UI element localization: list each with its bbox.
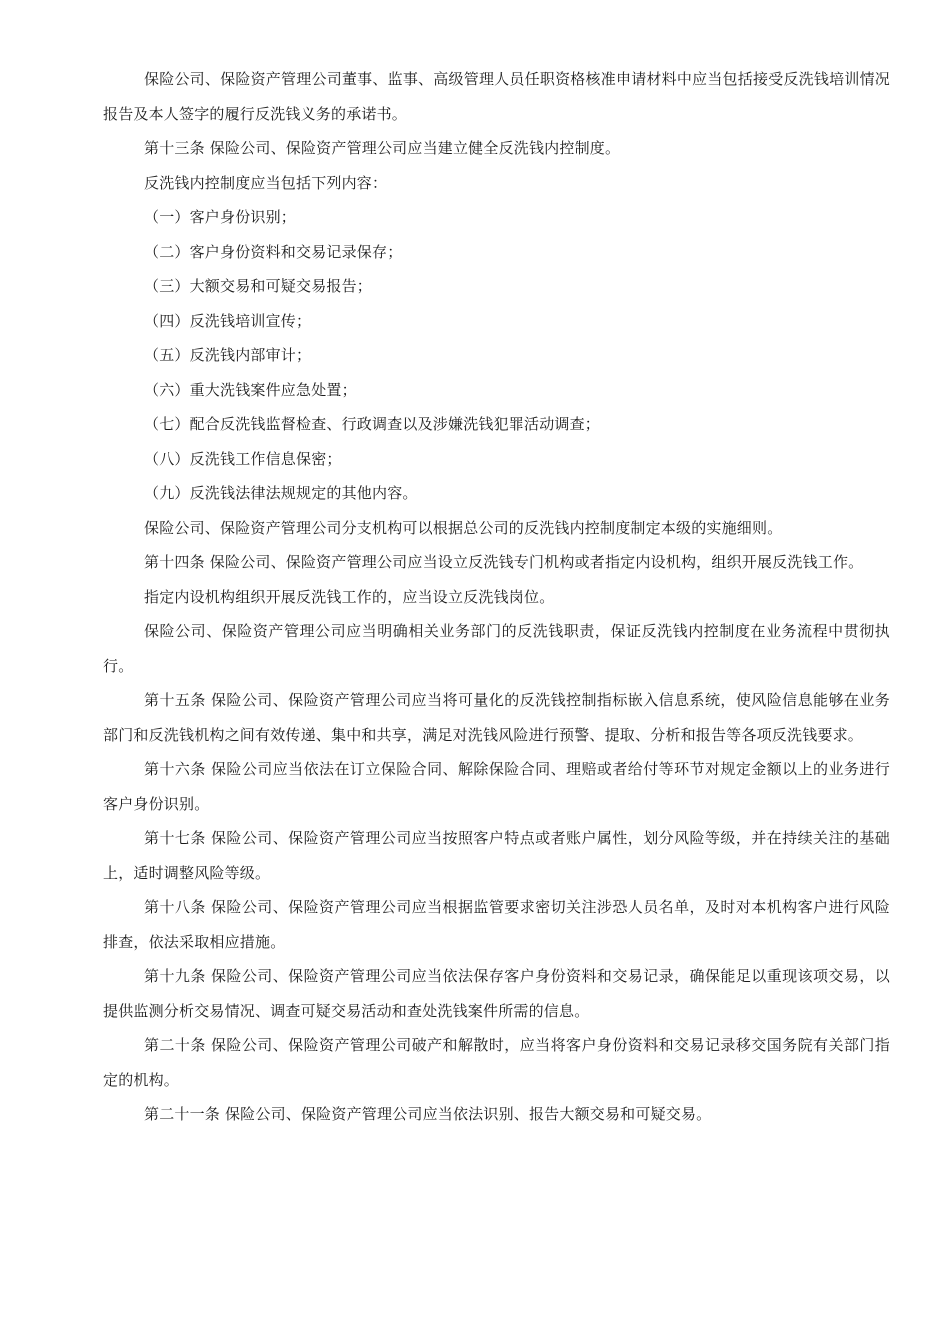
list-item: （一）客户身份识别；	[144, 208, 297, 226]
list-item: （八）反洗钱工作信息保密；	[144, 449, 342, 468]
article-18: 第十八条 保险公司、保险资产管理公司应当根据监管要求密切关注涉恐人员名单，及时对本机构客户进行风险排查，依法采取相应措施。	[103, 898, 890, 951]
article-15: 第十五条 保险公司、保险资产管理公司应当将可量化的反洗钱控制指标嵌入信息系统，使风险信息能够在业务部门和反洗钱机构之间有效传递、集中和共享，满足对洗钱风险进行预警、提取、分析和报告等各项反洗钱要求。	[103, 691, 890, 744]
paragraph: 指定内设机构组织开展反洗钱工作的，应当设立反洗钱岗位。	[144, 587, 555, 606]
list-item: （七）配合反洗钱监督检查、行政调查以及涉嫌洗钱犯罪活动调查；	[144, 415, 601, 433]
article-16: 第十六条 保险公司应当依法在订立保险合同、解除保险合同、理赔或者给付等环节对规定金额以上的业务进行客户身份识别。	[103, 760, 890, 813]
article-17: 第十七条 保险公司、保险资产管理公司应当按照客户特点或者账户属性，划分风险等级，并在持续关注的基础上，适时调整风险等级。	[103, 829, 890, 882]
article-21: 第二十一条 保险公司、保险资产管理公司应当依法识别、报告大额交易和可疑交易。	[144, 1105, 712, 1123]
paragraph: 反洗钱内控制度应当包括下列内容：	[144, 173, 388, 192]
document-body	[103, 62, 890, 1132]
list-item: （四）反洗钱培训宣传；	[144, 311, 312, 330]
list-item: （六）重大洗钱案件应急处置；	[144, 380, 357, 399]
list-item: （五）反洗钱内部审计；	[144, 346, 312, 364]
article-14: 第十四条 保险公司、保险资产管理公司应当设立反洗钱专门机构或者指定内设机构，组织开展反洗钱工作。	[144, 553, 864, 571]
list-item: （九）反洗钱法律法规规定的其他内容。	[144, 484, 418, 502]
article-20: 第二十条 保险公司、保险资产管理公司破产和解散时，应当将客户身份资料和交易记录移交国务院有关部门指定的机构。	[103, 1036, 890, 1089]
list-item: （三）大额交易和可疑交易报告；	[144, 277, 373, 295]
article-19: 第十九条 保险公司、保险资产管理公司应当依法保存客户身份资料和交易记录，确保能足以重现该项交易，以提供监测分析交易情况、调查可疑交易活动和查处洗钱案件所需的信息。	[103, 967, 890, 1020]
paragraph: 保险公司、保险资产管理公司应当明确相关业务部门的反洗钱职责，保证反洗钱内控制度在业务流程中贯彻执行。	[103, 622, 890, 675]
article-13: 第十三条 保险公司、保险资产管理公司应当建立健全反洗钱内控制度。	[144, 139, 621, 157]
paragraph: 保险公司、保险资产管理公司分支机构可以根据总公司的反洗钱内控制度制定本级的实施细则。	[144, 518, 783, 537]
list-item: （二）客户身份资料和交易记录保存；	[144, 242, 403, 261]
paragraph: 保险公司、保险资产管理公司董事、监事、高级管理人员任职资格核准申请材料中应当包括接受反洗钱培训情况报告及本人签字的履行反洗钱义务的承诺书。	[103, 70, 890, 123]
